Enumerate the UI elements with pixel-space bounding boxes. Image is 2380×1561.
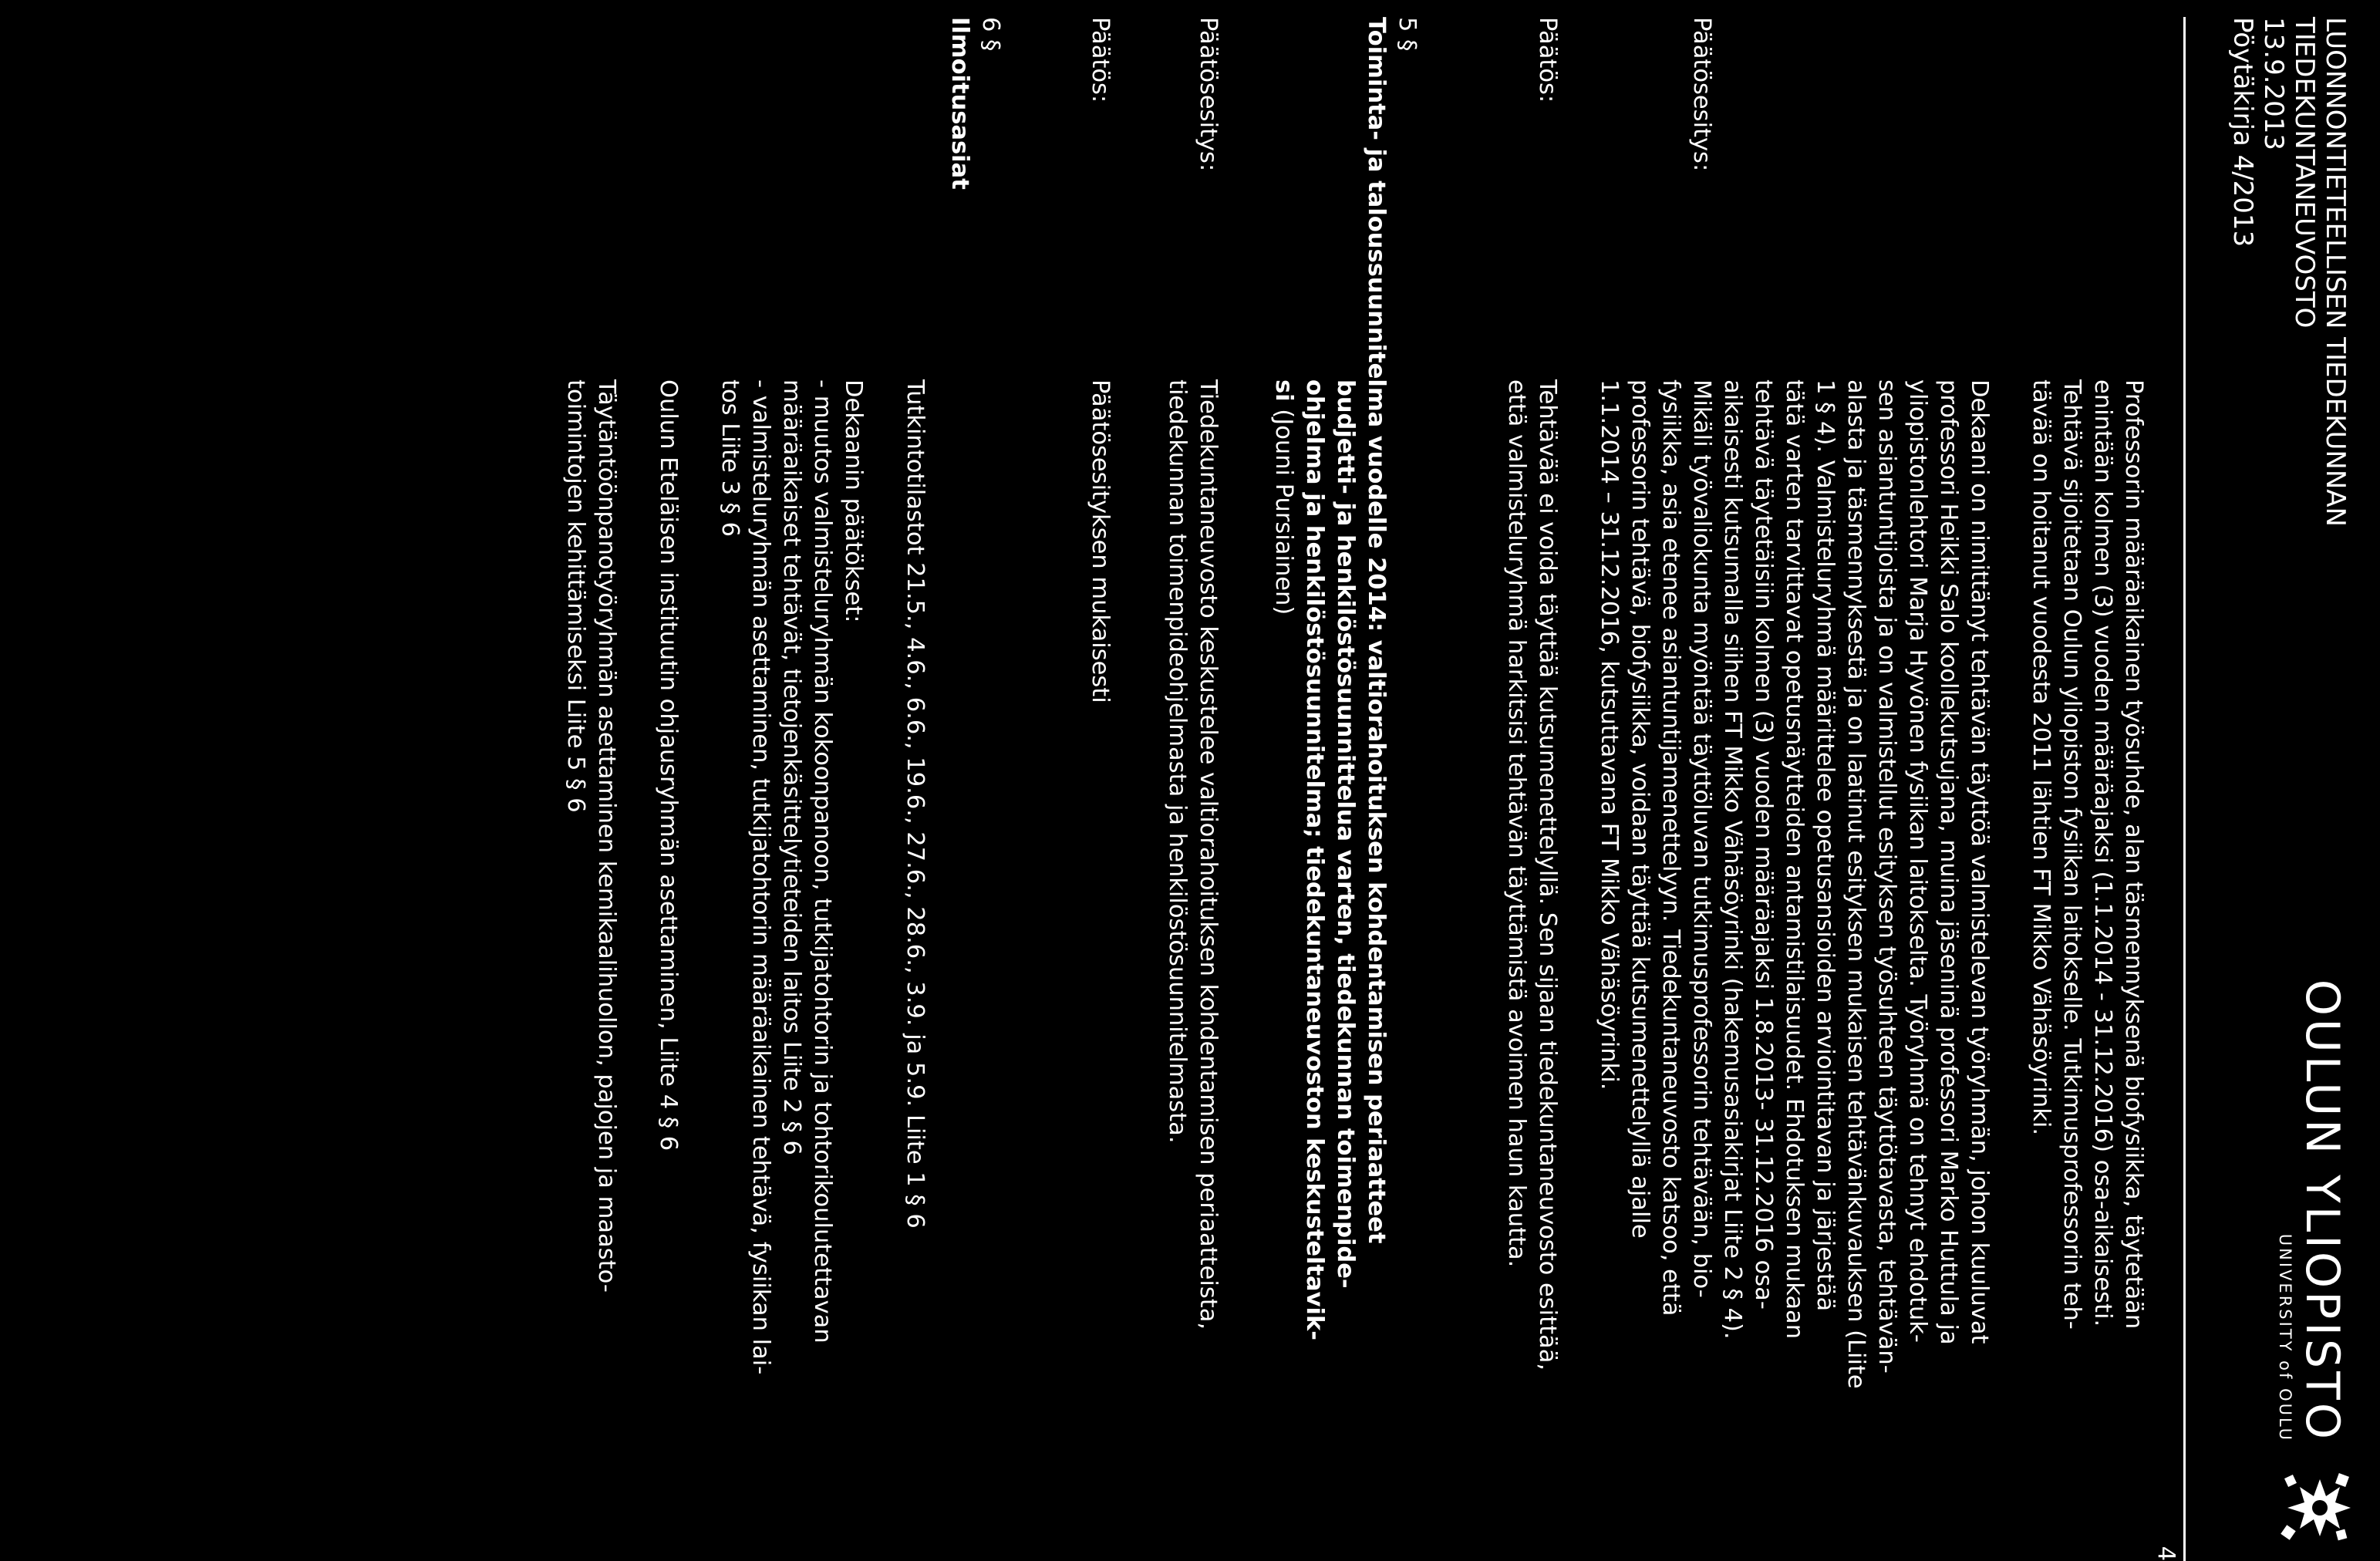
text-line: Täytäntöönpanotyöryhmän asettaminen kemikaalihuollon, pajojen ja maasto- [593, 379, 620, 1293]
list-item: määräaikaiset tehtävät, tietojenkäsittelytieteiden laitos Liite 2 § 6 [778, 379, 805, 1155]
text-line: Mikäli työvaliokunta myöntää täyttöluvan tutkimusprofessorin tehtävään, bio- [1688, 379, 1715, 1298]
document-header [2227, 17, 2351, 942]
text-line: yliopistonlehtori Marja Hyvönen fysiikan laitokselta. Työryhmä on tehnyt ehdotuk- [1904, 379, 1931, 1343]
text-line: Oulun Eteläisen instituutin ohjausryhmän asettaminen, Liite 4 § 6 [655, 379, 682, 1151]
section-6-number: 6 § [977, 17, 1004, 52]
text-line: että valmisteluryhmä harkitsisi tehtävän täyttämistä avoimen haun kautta. [1503, 379, 1530, 1268]
text-line: Tehtävä sijoitetaan Oulun yliopiston fysiikan laitokselle. Tutkimusprofessorin teh- [2058, 379, 2085, 1330]
page-number: 4 [2152, 1546, 2179, 1561]
proposal-label: Päätösesitys: [1688, 17, 1715, 172]
text-line: tätä varten tarvittavat opetusnäytteiden antamistilaisuudet. Ehdotuksen mukaan [1781, 379, 1808, 1340]
proposal-text [1161, 379, 1223, 1552]
text-line: alasta ja täsmennyksestä ja on laatinut esityksen mukaisen tehtävänkuvauksen (Liite [1842, 379, 1869, 1389]
title-line: Toiminta- ja taloussuunnitelma vuodelle 2014: valtiorahoituksen kohdentamisen periaatteet [1363, 17, 1390, 1244]
professor-position-text [1717, 379, 2149, 1552]
text-line: 1 § 4). Valmisteluryhmä määrittelee opetusansioiden arviointitavan ja järjestää [1812, 379, 1839, 1312]
header-divider [2183, 17, 2186, 1561]
text-line: Tutkintotilastot 21.5., 4.6., 6.6., 19.6., 27.6., 28.6., 3.9. ja 5.9. Liite 1 § 6 [902, 379, 929, 1229]
faculty-name-line1: LUONNONTIETEELLISEN TIEDEKUNNAN [2320, 17, 2351, 527]
faculty-name-line2: TIEDEKUNTANEUVOSTO [2289, 17, 2320, 329]
text-line: Päätösesityksen mukaisesti [1087, 379, 1114, 703]
text-line: Professorin määräaikainen työsuhde, alan täsmennyksenä biofysiikka, täytetään [2120, 379, 2147, 1330]
text-line: 1.1.2014 – 31.12.2016, kutsuttavana FT Mikko Vähäsöyrinki. [1596, 379, 1623, 1091]
list-item: - muutos valmisteluryhmän kokoonpanoon, tutkijatohtorin ja tohtorikoulutettavan [809, 379, 836, 1344]
section-5-title [1268, 17, 1391, 1552]
text-line: fysiikka, asia etenee asiantuntijamenettelyyn. Tiedekuntaneuvosto katsoo, että [1657, 379, 1684, 1317]
text-line: tiedekunnan toimenpideohjelmasta ja henkilöstösuunnitelmasta. [1164, 379, 1191, 1144]
text-line: Dekaani on nimittänyt tehtävän täyttöä valmistelevan työryhmän, johon kuuluvat [1966, 379, 1993, 1344]
title-line: ohjelma ja henkilöstösuunnitelma; tiedekuntaneuvoston keskusteltavik- [1301, 379, 1328, 1340]
decision-label: Päätös: [1534, 17, 1561, 103]
university-logo-text [2275, 964, 2348, 1442]
proposal-text [1593, 379, 1717, 1552]
decision-text [1501, 379, 1563, 1552]
text-line: aikaisesti kutsumalla siihen FT Mikko Vähäsöyrinki (hakemusasiakirjat Liite 2 § 4). [1719, 379, 1746, 1340]
section-5-number: 5 § [1394, 17, 1421, 52]
presenter-name: (Jouni Pursiainen) [1270, 401, 1297, 615]
university-subname: UNIVERSITY of OULU [2276, 1233, 2294, 1442]
announcements-text [560, 379, 930, 1552]
text-line: Tiedekuntaneuvosto keskustelee valtiorahoituksen kohdentamisen periaatteista, [1195, 379, 1222, 1330]
text-line: Tehtävää ei voida täyttää kutsumenettelyllä. Sen sijaan tiedekuntaneuvosto esittää, [1534, 379, 1561, 1371]
text-line: professori Heikki Salo koollekutsujana, muina jäseninä professori Marko Huttula ja [1935, 379, 1962, 1345]
list-item: - valmisteluryhmän asettaminen, tutkijatohtorin määräaikainen tehtävä, fysiikan lai- [747, 379, 774, 1375]
title-line: budjetti- ja henkilöstösuunnittelua varten, tiedekunnan toimenpide- [1332, 379, 1359, 1289]
meeting-date: 13.9.2013 [2258, 17, 2289, 151]
text-line: Dekaanin päätökset: [840, 379, 867, 623]
decision-label: Päätös: [1087, 17, 1114, 103]
text-line: toimintojen kehittämiseksi Liite 5 § 6 [562, 379, 589, 813]
university-name: OULUN YLIOPISTO [2295, 979, 2349, 1442]
minutes-number: Pöytäkirja 4/2013 [2227, 17, 2258, 248]
title-line: si [1270, 379, 1297, 402]
text-line: professorin tehtävä, biofysiikka, voidaan täyttää kutsumenettelyllä ajalle [1627, 379, 1654, 1239]
list-item: tos Liite 3 § 6 [716, 379, 743, 538]
text-line: tehtävä täytetäisiin kolmen (3) vuoden määräajaksi 1.8.2013- 31.12.2016 osa- [1750, 379, 1777, 1310]
section-6-title: Ilmoitusasiat [946, 17, 973, 190]
university-emblem-icon [2272, 1465, 2357, 1550]
text-line: tävää on hoitanut vuodesta 2011 lähtien FT Mikko Vähäsöyrinki. [2028, 379, 2055, 1136]
text-line: sen asiantuntijoista ja on valmistellut esityksen työsuhteen täyttötavasta, tehtävän- [1873, 379, 1900, 1374]
proposal-label: Päätösesitys: [1195, 17, 1222, 172]
text-line: enintään kolmen (3) vuoden määräajaksi (1.1.2014 - 31.12.2016) osa-aikaisesti. [2089, 379, 2116, 1327]
decision-text [1084, 379, 1115, 1552]
